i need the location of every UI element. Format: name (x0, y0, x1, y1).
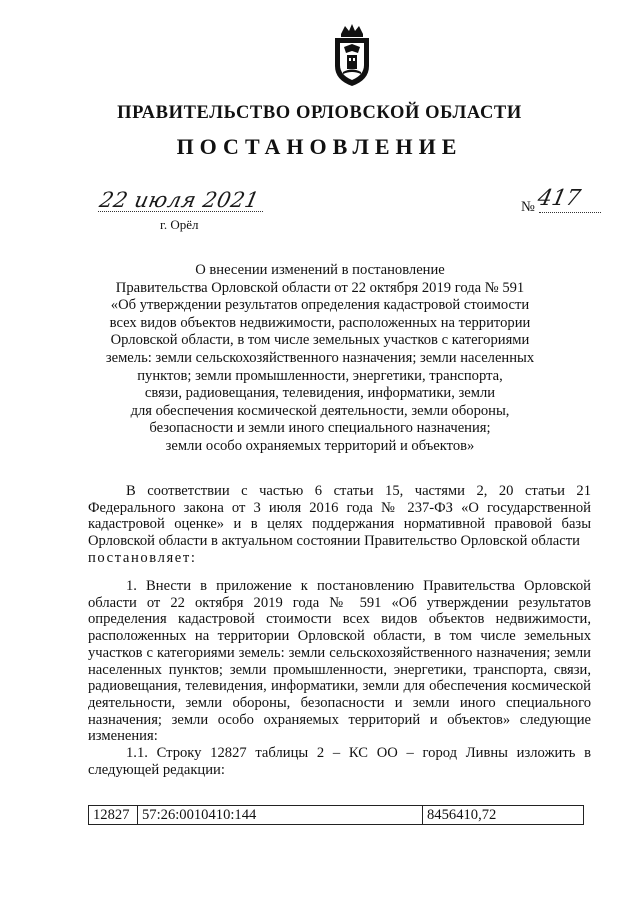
table-cell-cadastral-number: 57:26:0010410:144 (138, 806, 423, 825)
preamble-text (88, 483, 591, 550)
document-type: ПОСТАНОВЛЕНИЕ (176, 134, 463, 159)
government-name: ПРАВИТЕЛЬСТВО ОРЛОВСКОЙ ОБЛАСТИ (117, 103, 522, 123)
item-1: 1. Внести в приложение к постановлению Правительства Орловской области от 22 октября 2019 года № 591 «Об утверждении результатов определения кадастровой стоимости всех видов объектов недвижимости, расположенных на территории Орловской области, в том числе земельных участков с категориями земель: земли сельскохозяйственного назначения; земли населенных пунктов; земли промышленности, энергетики, транспорта, связи, радиовещания, телевидения, информатики, земли для обеспечения космической деятельности, земли обороны, безопасности и земли иного специального назначения; земли особо охраняемых территорий и объектов» следующие изменения: (88, 578, 591, 745)
table-cell-cadastral-value: 8456410,72 (423, 806, 584, 825)
title-line: связи, радиовещания, телевидения, информатики, земли (144, 385, 496, 402)
title-line: Орловской области, в том числе земельных участков с категориями (110, 332, 530, 349)
orel-coat-of-arms-icon (327, 20, 377, 90)
city: г. Орёл (160, 217, 199, 232)
document-title (80, 262, 560, 456)
title-line: пунктов; земли промышленности, энергетики, транспорта, (137, 367, 503, 384)
title-line: «Об утверждении результатов определения кадастровой стоимости (110, 297, 530, 314)
title-line: О внесении изменений в постановление (195, 262, 445, 278)
item-1-1: 1.1. Строку 12827 таблицы 2 – КС ОО – город Ливны изложить в следующей редакции: (88, 745, 591, 778)
title-line: безопасности и земли иного специального назначения; (149, 420, 491, 437)
resolves-word: постановляет: (88, 549, 197, 566)
title-line: земель: земли сельскохозяйственного назначения; земли населенных (105, 349, 535, 366)
table-cell-row-number: 12827 (89, 806, 138, 825)
number-underline (539, 212, 601, 213)
title-line: Правительства Орловской области от 22 октября 2019 года № 591 (115, 279, 525, 296)
resolution-items (88, 578, 591, 778)
document-number: 417 (535, 186, 583, 211)
title-line: для обеспечения космической деятельности, земли обороны, (130, 402, 510, 419)
signature-date: 22 июля 2021 (97, 188, 262, 212)
date-underline (98, 211, 263, 212)
title-line: земли особо охраняемых территорий и объектов» (165, 437, 475, 454)
number-sign: № (521, 199, 535, 215)
preamble-paragraph (88, 483, 591, 567)
preamble-body: В соответствии с частью 6 статьи 15, частями 2, 20 статьи 21 Федерального закона от 3 июля 2016 года № 237-ФЗ «О государственной кадастровой оценке» и в целях поддержания нормативной правовой базы Орловской области в актуальном состоянии Правительство Орловской области (88, 483, 591, 550)
cadastral-table (88, 805, 584, 825)
table-row (89, 806, 584, 825)
title-line: всех видов объектов недвижимости, расположенных на территории (109, 314, 531, 331)
